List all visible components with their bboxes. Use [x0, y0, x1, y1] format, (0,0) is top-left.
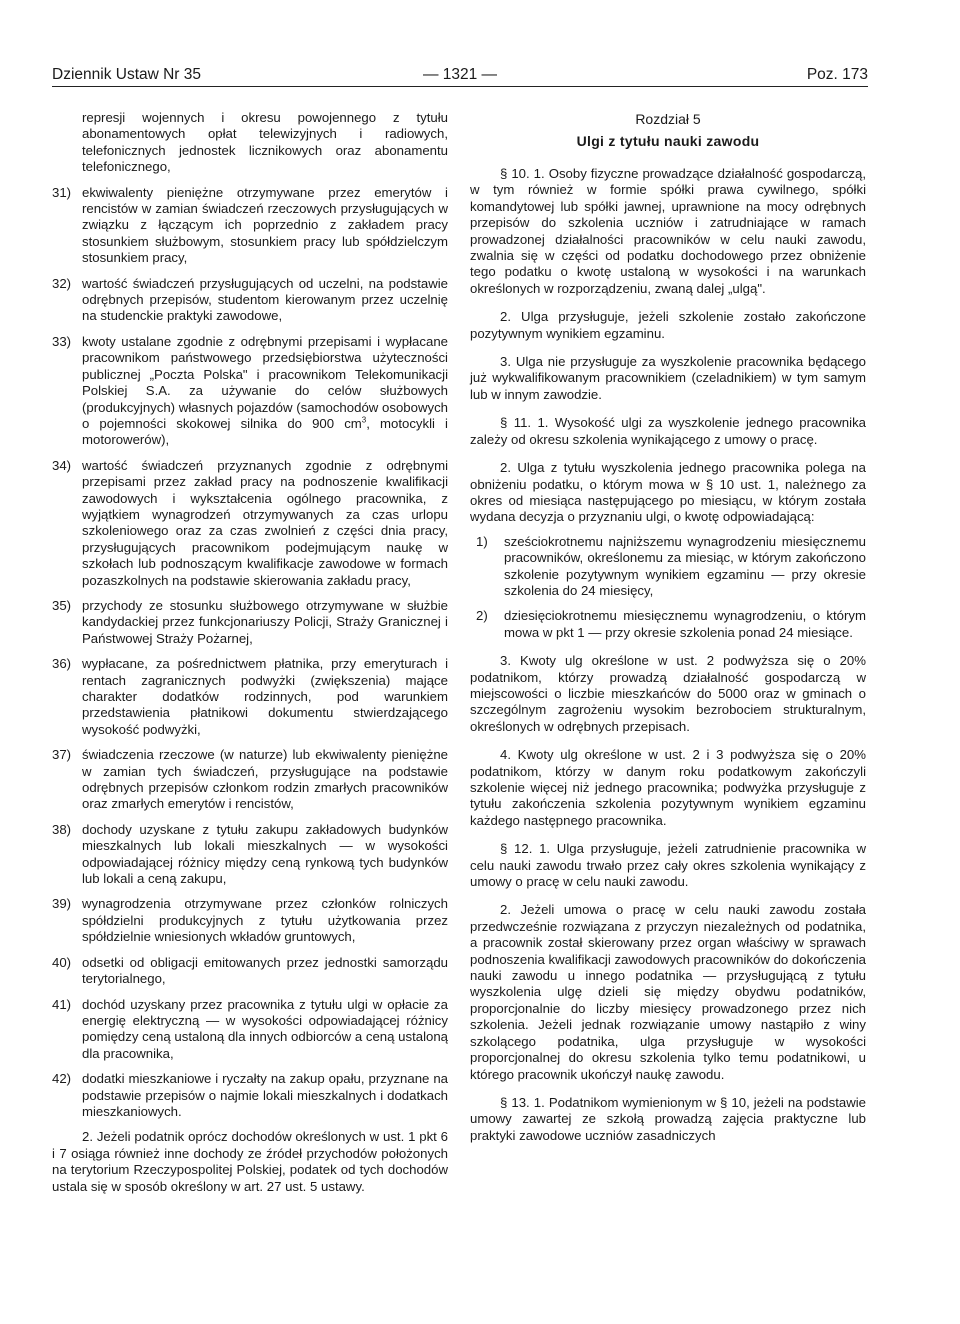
closing-paragraph: 2. Jeżeli podatnik oprócz dochodów określonych w ust. 1 pkt 6 i 7 osiąga również inne dochody ze źródeł przychodów położonych na terytorium Rzeczypospolitej Polskiej, podatek od tych dochodów ustala się w sposób określony w art. 27 ust. 5 ustawy.	[52, 1129, 448, 1194]
list-item	[476, 608, 866, 641]
list-item	[52, 955, 448, 988]
header-rule	[52, 86, 868, 87]
paragraph: 2. Jeżeli umowa o pracę w celu nauki zawodu została przedwcześnie rozwiązana z przyczyn niezależnych od podatnika, a pracownik został skierowany przez organ właściwy w sprawach podnoszenia kwalifikacji zawodowych pracowników do dokończenia nauki zawodu u innego podatnika — przysługującą z tytułu wyszkolenia ulgę dzieli się między obydwu podatników, proporcjonalnie do liczby miesięcy prowadzonego przez nich szkolenia. Jeżeli jednak rozwiązanie umowy nastąpiło z winy szkolącego podatnika, ulga przysługuje w wysokości proporcjonalnej do okresu szkolenia tylko temu podatnikowi, u którego pracownik ukończył naukę zawodu.	[470, 902, 866, 1082]
item-number: 40)	[52, 954, 72, 970]
paragraph: § 12. 1. Ulga przysługuje, jeżeli zatrudnienie pracownika w celu nauki zawodu trwało przez cały okres szkolenia wynikający z umowy o pracę w celu nauki zawodu.	[470, 841, 866, 890]
item-number: 34)	[52, 457, 72, 473]
item-text-tail: , motocykli i motorowerów),	[82, 415, 448, 448]
item-number: 39)	[52, 896, 72, 912]
paragraph: § 11. 1. Wysokość ulgi za wyszkolenie jednego pracownika zależy od okresu szkolenia wynikającego z umowy o pracę.	[470, 415, 866, 447]
item-text: dodatki mieszkaniowe i ryczałty na zakup opału, przyznane na podstawie przepisów o najmie lokali mieszkalnych i dodatkach mieszkaniowych.	[82, 1071, 448, 1119]
item-text: dochody uzyskane z tytułu zakupu zakładowych budynków mieszkalnych lub lokali mieszkalnych — w wysokości odpowiadającej różnicy między ceną rynkową tych budynków lub lokali a ceną zakupu,	[82, 821, 448, 887]
item-number: 31)	[52, 184, 72, 200]
list-item	[52, 822, 448, 888]
item-number: 41)	[52, 996, 72, 1012]
item-text: dziesięciokrotnemu miesięcznemu wynagrodzeniu, o którym mowa w pkt 1 — przy okresie szkolenia ponad 24 miesiące.	[504, 608, 866, 640]
right-column	[470, 110, 866, 1156]
item-number: 36)	[52, 656, 72, 672]
item-text: sześciokrotnemu najniższemu wynagrodzeniu miesięcznemu pracowników, określonemu za miesiąc, w którym zakończono szkolenie pozytywnym wynikiem egzaminu — przy okresie szkolenia do 24 miesięcy,	[504, 533, 866, 598]
item-text: przychody ze stosunku służbowego otrzymywane w służbie kandydackiej przez funkcjonariuszy Policji, Straży Granicznej i Państwowej Straży Pożarnej,	[82, 597, 448, 646]
item-text: wypłacane, za pośrednictwem płatnika, przy emeryturach i rentach zagranicznych podwyżki (zwiększenia) mające charakter dodatków rodzinnych, pod warunkiem przedstawienia płatnikowi dokumentu stwierdzającego wysokość podwyżki,	[82, 656, 448, 737]
item-number: 38)	[52, 821, 72, 837]
item-number: 1)	[476, 533, 488, 549]
item-number: 37)	[52, 747, 72, 763]
chapter-heading: Rozdział 5	[635, 111, 701, 127]
item-text: wartość świadczeń przyznanych zgodnie z odrębnymi przepisami przez zakład pracy na podnoszenie kwalifikacji zawodowych i wykształcenia ogólnego pracownika, z wyjątkiem wynagrodzeń otrzymywanych za czas urlopu szkoleniowego oraz za czas zwolnień z części dnia pracy, przysługujących pracownikom podejmującym naukę w szkołach lub podnoszącym kwalifikacje zawodowe w formach pozaszkolnych na podstawie skierowania zakładu pracy,	[82, 457, 448, 588]
item-number: 42)	[52, 1071, 72, 1087]
page-header	[52, 66, 868, 88]
superscript: 3	[361, 415, 367, 425]
paragraph: § 10. 1. Osoby fizyczne prowadzące działalność gospodarczą, w tym również w formie spółki prawa cywilnego, spółki komandytowej lub spółki jawnej, uprawnione na mocy odrębnych przepisów do szkolenia uczniów i zatrudniające w ramach prowadzonej działalności pracowników w celu nauki zawodu, zwalnia się w części od podatku dochodowego przez obniżenie tego podatku o kwotę ustaloną w wysokości i na warunkach określonych w rozporządzeniu, zwaną dalej „ulgą".	[470, 166, 866, 296]
list-item	[52, 747, 448, 813]
item-text-main: kwoty ustalane zgodnie z odrębnymi przepisami i wypłacane pracownikom państwowego przedsiębiorstwa użyteczności publicznej „Poczta Polska" i pracownikom Telekomunikacji Polskiej S.A. za używanie do celów służbowych (produkcyjnych) własnych pojazdów (samochodów osobowych o pojemności skokowej silnika do 900 cm	[82, 333, 448, 431]
item-number: 35)	[52, 597, 72, 613]
journal-title: Dziennik Ustaw Nr 35	[52, 66, 202, 83]
paragraph: 3. Ulga nie przysługuje za wyszkolenie pracownika będącego już wykwalifikowanym pracownikiem (czeladnikiem) w tym samym lub w innym zawodzie.	[470, 354, 866, 402]
paragraph: § 13. 1. Podatnikom wymienionym w § 10, jeżeli na podstawie umowy zawartej ze szkołą prowadzą zajęcia praktyczne lub praktyki zawodowe uczniów zasadniczych	[470, 1094, 866, 1143]
paragraph: 3. Kwoty ulg określone w ust. 2 podwyższa się o 20% podatnikom, którzy prowadzą działalność gospodarczą w miejscowości o liczbie mieszkańców do 5000 oraz w gminach o szczególnym zagrożeniu wysokim bezrobociem strukturalnym, określonych w odrębnych przepisach.	[470, 653, 866, 734]
item-text	[82, 334, 448, 449]
list-item	[52, 598, 448, 647]
item-number: 2)	[476, 608, 488, 624]
item-text: wynagrodzenia otrzymywane przez członków rolniczych spółdzielni produkcyjnych z tytułu użytkowania przez spółdzielnie wniesionych wkładów gruntowych,	[82, 896, 448, 945]
left-column	[52, 110, 448, 1207]
item-text: świadczenia rzeczowe (w naturze) lub ekwiwalenty pieniężne w zamian tych świadczeń, przysługujące na podstawie odrębnych przepisów członkom rodzin zmarłych pracowników oraz zmarłych emerytów i rencistów,	[82, 747, 448, 812]
item-text: dochód uzyskany przez pracownika z tytułu ulgi w opłacie za energię elektryczną — w wysokości odpowiadającej różnicy pomiędzy ceną ustaloną dla innych odbiorców a ceną ustaloną dla pracownika,	[82, 996, 448, 1061]
list-item	[52, 997, 448, 1063]
item-text: wartość świadczeń przysługujących od uczelni, na podstawie odrębnych przepisów, studentom kierowanym przez uczelnię na studenckie praktyki zawodowe,	[82, 275, 448, 324]
item-number: 32)	[52, 275, 72, 291]
paragraph: 2. Ulga przysługuje, jeżeli szkolenie zostało zakończone pozytywnym wynikiem egzaminu.	[470, 309, 866, 341]
list-item	[52, 656, 448, 738]
item-number: 33)	[52, 333, 72, 349]
list-item	[476, 534, 866, 600]
position-number: Poz. 173	[806, 66, 868, 83]
chapter-title: Ulgi z tytułu nauki zawodu	[576, 133, 760, 149]
list-item	[52, 458, 448, 589]
page-number: — 1321 —	[422, 66, 498, 83]
paragraph: 4. Kwoty ulg określone w ust. 2 i 3 podwyższa się o 20% podatnikom, którzy w danym roku podatkowym zakończyli szkolenie więcej niż jednego pracownika; podwyżka przysługuje z tytułu zakończenia szkolenia pozytywnym wynikiem egzaminu każdego następnego pracownika.	[470, 747, 866, 828]
paragraph: 2. Ulga z tytułu wyszkolenia jednego pracownika polega na obniżeniu podatku, o którym mowa w § 10 ust. 1, należnego za okres od miesiąca następującego po miesiącu, w którym została wydana decyzja o przyznaniu ulgi, o kwotę odpowiadającą:	[470, 460, 866, 525]
list-item	[52, 276, 448, 325]
list-item	[52, 1071, 448, 1120]
item-text: odsetki od obligacji emitowanych przez jednostki samorządu terytorialnego,	[82, 954, 448, 987]
list-item	[52, 185, 448, 267]
continuation-text: represji wojennych i okresu powojennego z tytułu abonamentowych opłat telewizyjnych i radiowych, telefonicznych jednostek licznikowych oraz abonamentu telefonicznego,	[82, 110, 448, 175]
item-text: ekwiwalenty pieniężne otrzymywane przez emerytów i rencistów w zamian świadczeń rzeczowych przysługujących w związku z łączącym ich poprzednio z zakładem pracy stosunkiem służbowym, stosunkiem pracy lub spółdzielczym stosunkiem pracy,	[82, 184, 448, 266]
list-item	[52, 334, 448, 449]
list-item	[52, 896, 448, 945]
